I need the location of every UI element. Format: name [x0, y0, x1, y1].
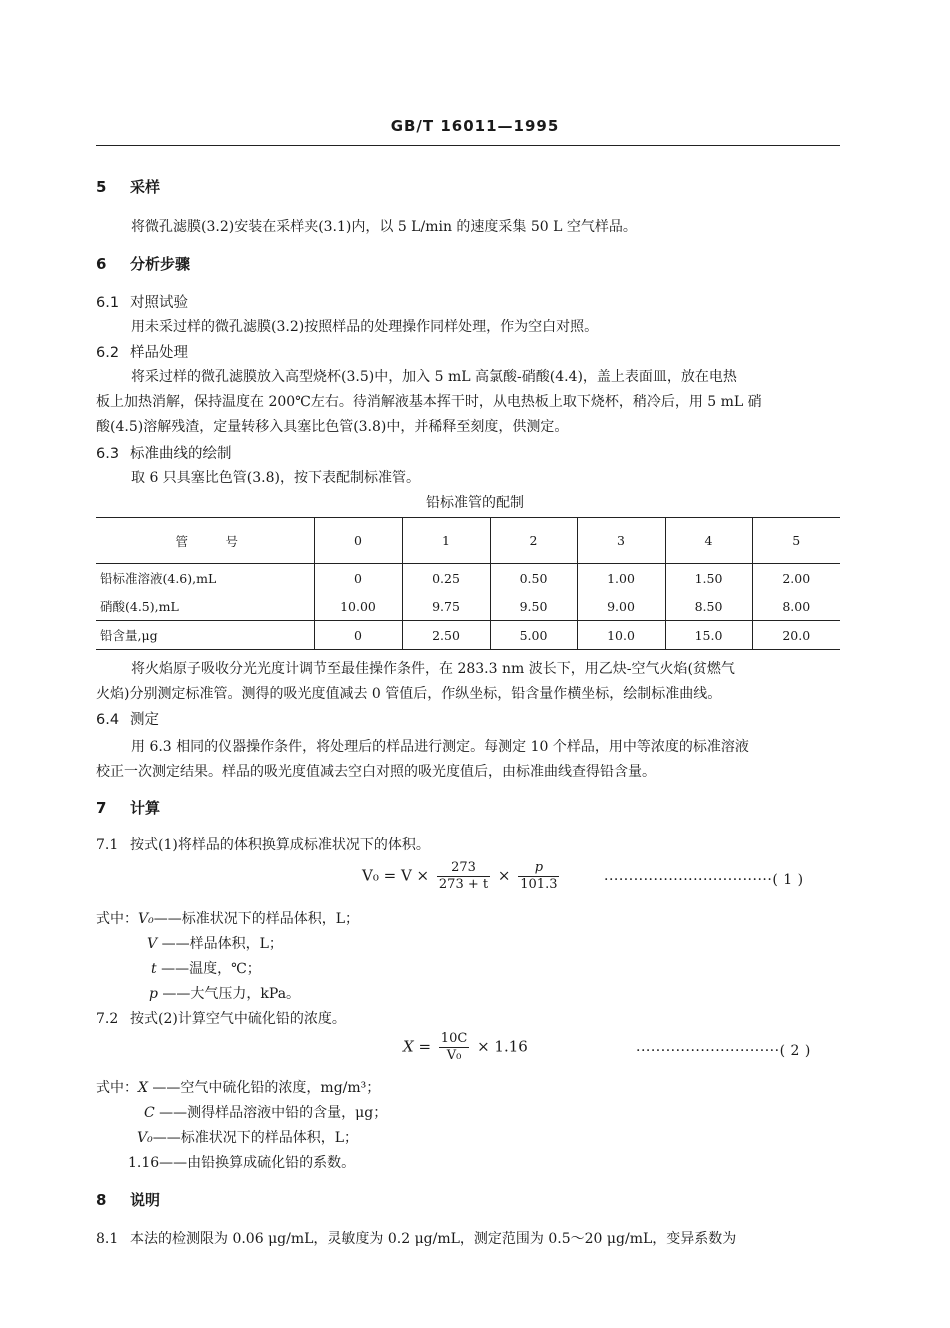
section-7-2-text: 按式(2)计算空气中硫化铅的浓度。: [130, 1011, 346, 1027]
table-cell: 8.00: [752, 592, 840, 621]
tube-number: 5: [752, 518, 840, 564]
section-6-3-after-line2: 火焰)分别测定标准管。测得的吸光度值减去 0 管值后，作纵坐标，铅含量作横坐标，绘制标准曲线。: [96, 686, 722, 702]
section-6-2-line1: 将采过样的微孔滤膜放入高型烧杯(3.5)中，加入 5 mL 高氯酸-硝酸(4.4)，盖上表面皿，放在电热: [131, 369, 737, 385]
section-6-2-line2: 板上加热消解，保持温度在 200℃左右。待消解液基本挥干时，从电热板上取下烧杯，稍冷后，用 5 mL 硝: [96, 394, 762, 410]
row-label: 铅含量,μg: [96, 621, 314, 650]
section-6-4-heading: 6.4 测定: [96, 712, 159, 728]
table-cell: 8.50: [665, 592, 752, 621]
table-cell: 10.0: [577, 621, 665, 650]
table-cell: 10.00: [314, 592, 402, 621]
table-cell: 2.00: [752, 564, 840, 593]
formula-2-fraction: $\frac{10C}{\text{V₀}}$: [440, 1031, 468, 1063]
formula-1: [362, 860, 562, 893]
section-7-2: [96, 1008, 346, 1028]
section-6-2-heading: 6.2 样品处理: [96, 345, 188, 361]
row-label: 硝酸(4.5),mL: [100, 599, 179, 614]
row-label: 铅标准溶液(4.6),mL: [100, 571, 217, 586]
table-cell: 20.0: [752, 621, 840, 650]
table-cell: 0: [314, 621, 402, 650]
section-8-1-num: 8.1: [96, 1231, 119, 1247]
table-cell: 0.25: [402, 564, 490, 593]
tube-number: 2: [490, 518, 577, 564]
table-cell: 0: [314, 564, 402, 593]
standard-number: GB/T 16011—1995: [390, 117, 560, 135]
table-cell: 9.75: [402, 592, 490, 621]
formula-1-label: ( 1 ): [772, 872, 804, 888]
table-cell: 1.00: [577, 564, 665, 593]
table-header-label: 管 号: [96, 518, 314, 564]
where-1-item-1: 式中：V₀——标准状况下的样品体积，L；: [96, 911, 360, 927]
section-6-3-text: 取 6 只具塞比色管(3.8)，按下表配制标准管。: [131, 470, 420, 486]
section-7-1-text: 按式(1)将样品的体积换算成标准状况下的体积。: [130, 837, 430, 853]
tube-number: 0: [314, 518, 402, 564]
where-2-item-2: C ——测得样品溶液中铅的含量，μg；: [144, 1105, 388, 1121]
formula-1-fraction-b: $\frac{p}{101.3}$: [520, 860, 558, 892]
section-6-1-text: 用未采过样的微孔滤膜(3.2)按照样品的处理操作同样处理，作为空白对照。: [131, 319, 599, 335]
where-2-item-1: 式中：X ——空气中硫化铅的浓度，mg/m³；: [96, 1080, 381, 1096]
formula-2-label: ( 2 ): [779, 1043, 811, 1059]
table-row: [96, 621, 840, 650]
section-6-4-line2: 校正一次测定结果。样品的吸光度值减去空白对照的吸光度值后，由标准曲线查得铅含量。: [96, 764, 656, 780]
where-1-item-4: p ——大气压力，kPa。: [149, 986, 301, 1002]
section-7-1: [96, 834, 430, 854]
table-caption: 铅标准管的配制: [426, 495, 524, 511]
table-cell: 15.0: [665, 621, 752, 650]
where-2-item-3: V₀——标准状况下的样品体积，L；: [137, 1130, 359, 1146]
tube-number: 1: [402, 518, 490, 564]
table-row: [96, 564, 840, 593]
section-7-2-num: 7.2: [96, 1011, 119, 1027]
formula-2-rest: × 1.16: [477, 1037, 528, 1056]
section-8-1-text: 本法的检测限为 0.06 μg/mL，灵敏度为 0.2 μg/mL，测定范围为 0.5～20 μg/mL，变异系数为: [130, 1231, 737, 1247]
tube-number: 4: [665, 518, 752, 564]
section-8-1: [96, 1228, 736, 1248]
table-header-row: [96, 518, 840, 564]
section-7-1-num: 7.1: [96, 837, 119, 853]
formula-2: [403, 1031, 528, 1064]
formula-1-leader: ··································( 1 ): [604, 872, 804, 888]
section-6-3-heading: 6.3 标准曲线的绘制: [96, 446, 232, 462]
where-1-item-2: V ——样品体积，L；: [147, 936, 283, 952]
section-6-3-after-line1: 将火焰原子吸收分光光度计调节至最佳操作条件，在 283.3 nm 波长下，用乙炔-空气火焰(贫燃气: [131, 661, 735, 677]
where-1-item-3: t ——温度，℃；: [151, 961, 261, 977]
where-2-item-4: 1.16——由铅换算成硫化铅的系数。: [128, 1155, 356, 1171]
section-7-heading: 7 计算: [96, 799, 161, 817]
tube-number: 3: [577, 518, 665, 564]
table-cell: 9.50: [490, 592, 577, 621]
section-8-heading: 8 说明: [96, 1191, 161, 1209]
lead-standard-table: [96, 517, 840, 650]
formula-2-lhs: X =: [403, 1037, 432, 1056]
section-5-heading: 5 采样: [96, 178, 161, 196]
table-cell: 9.00: [577, 592, 665, 621]
formula-1-fraction-a: $\frac{273}{273 + t}$: [438, 860, 489, 892]
formula-1-times: ×: [497, 866, 511, 885]
header-rule: [96, 145, 840, 146]
formula-1-lhs: V₀ = V ×: [362, 866, 430, 885]
table-cell: 2.50: [402, 621, 490, 650]
table-cell: 1.50: [665, 564, 752, 593]
section-6-heading: 6 分析步骤: [96, 255, 191, 273]
section-6-4-line1: 用 6.3 相同的仪器操作条件，将处理后的样品进行测定。每测定 10 个样品，用中等浓度的标准溶液: [131, 739, 749, 755]
section-5-text: 将微孔滤膜(3.2)安装在采样夹(3.1)内，以 5 L/min 的速度采集 50 L 空气样品。: [131, 219, 637, 235]
table-row: [96, 592, 840, 621]
formula-2-leader: ·····························( 2 ): [636, 1043, 811, 1059]
table-cell: 5.00: [490, 621, 577, 650]
section-6-2-line3: 酸(4.5)溶解残渣，定量转移入具塞比色管(3.8)中，并稀释至刻度，供测定。: [96, 419, 569, 435]
table-cell: 0.50: [490, 564, 577, 593]
section-6-1-heading: 6.1 对照试验: [96, 295, 188, 311]
